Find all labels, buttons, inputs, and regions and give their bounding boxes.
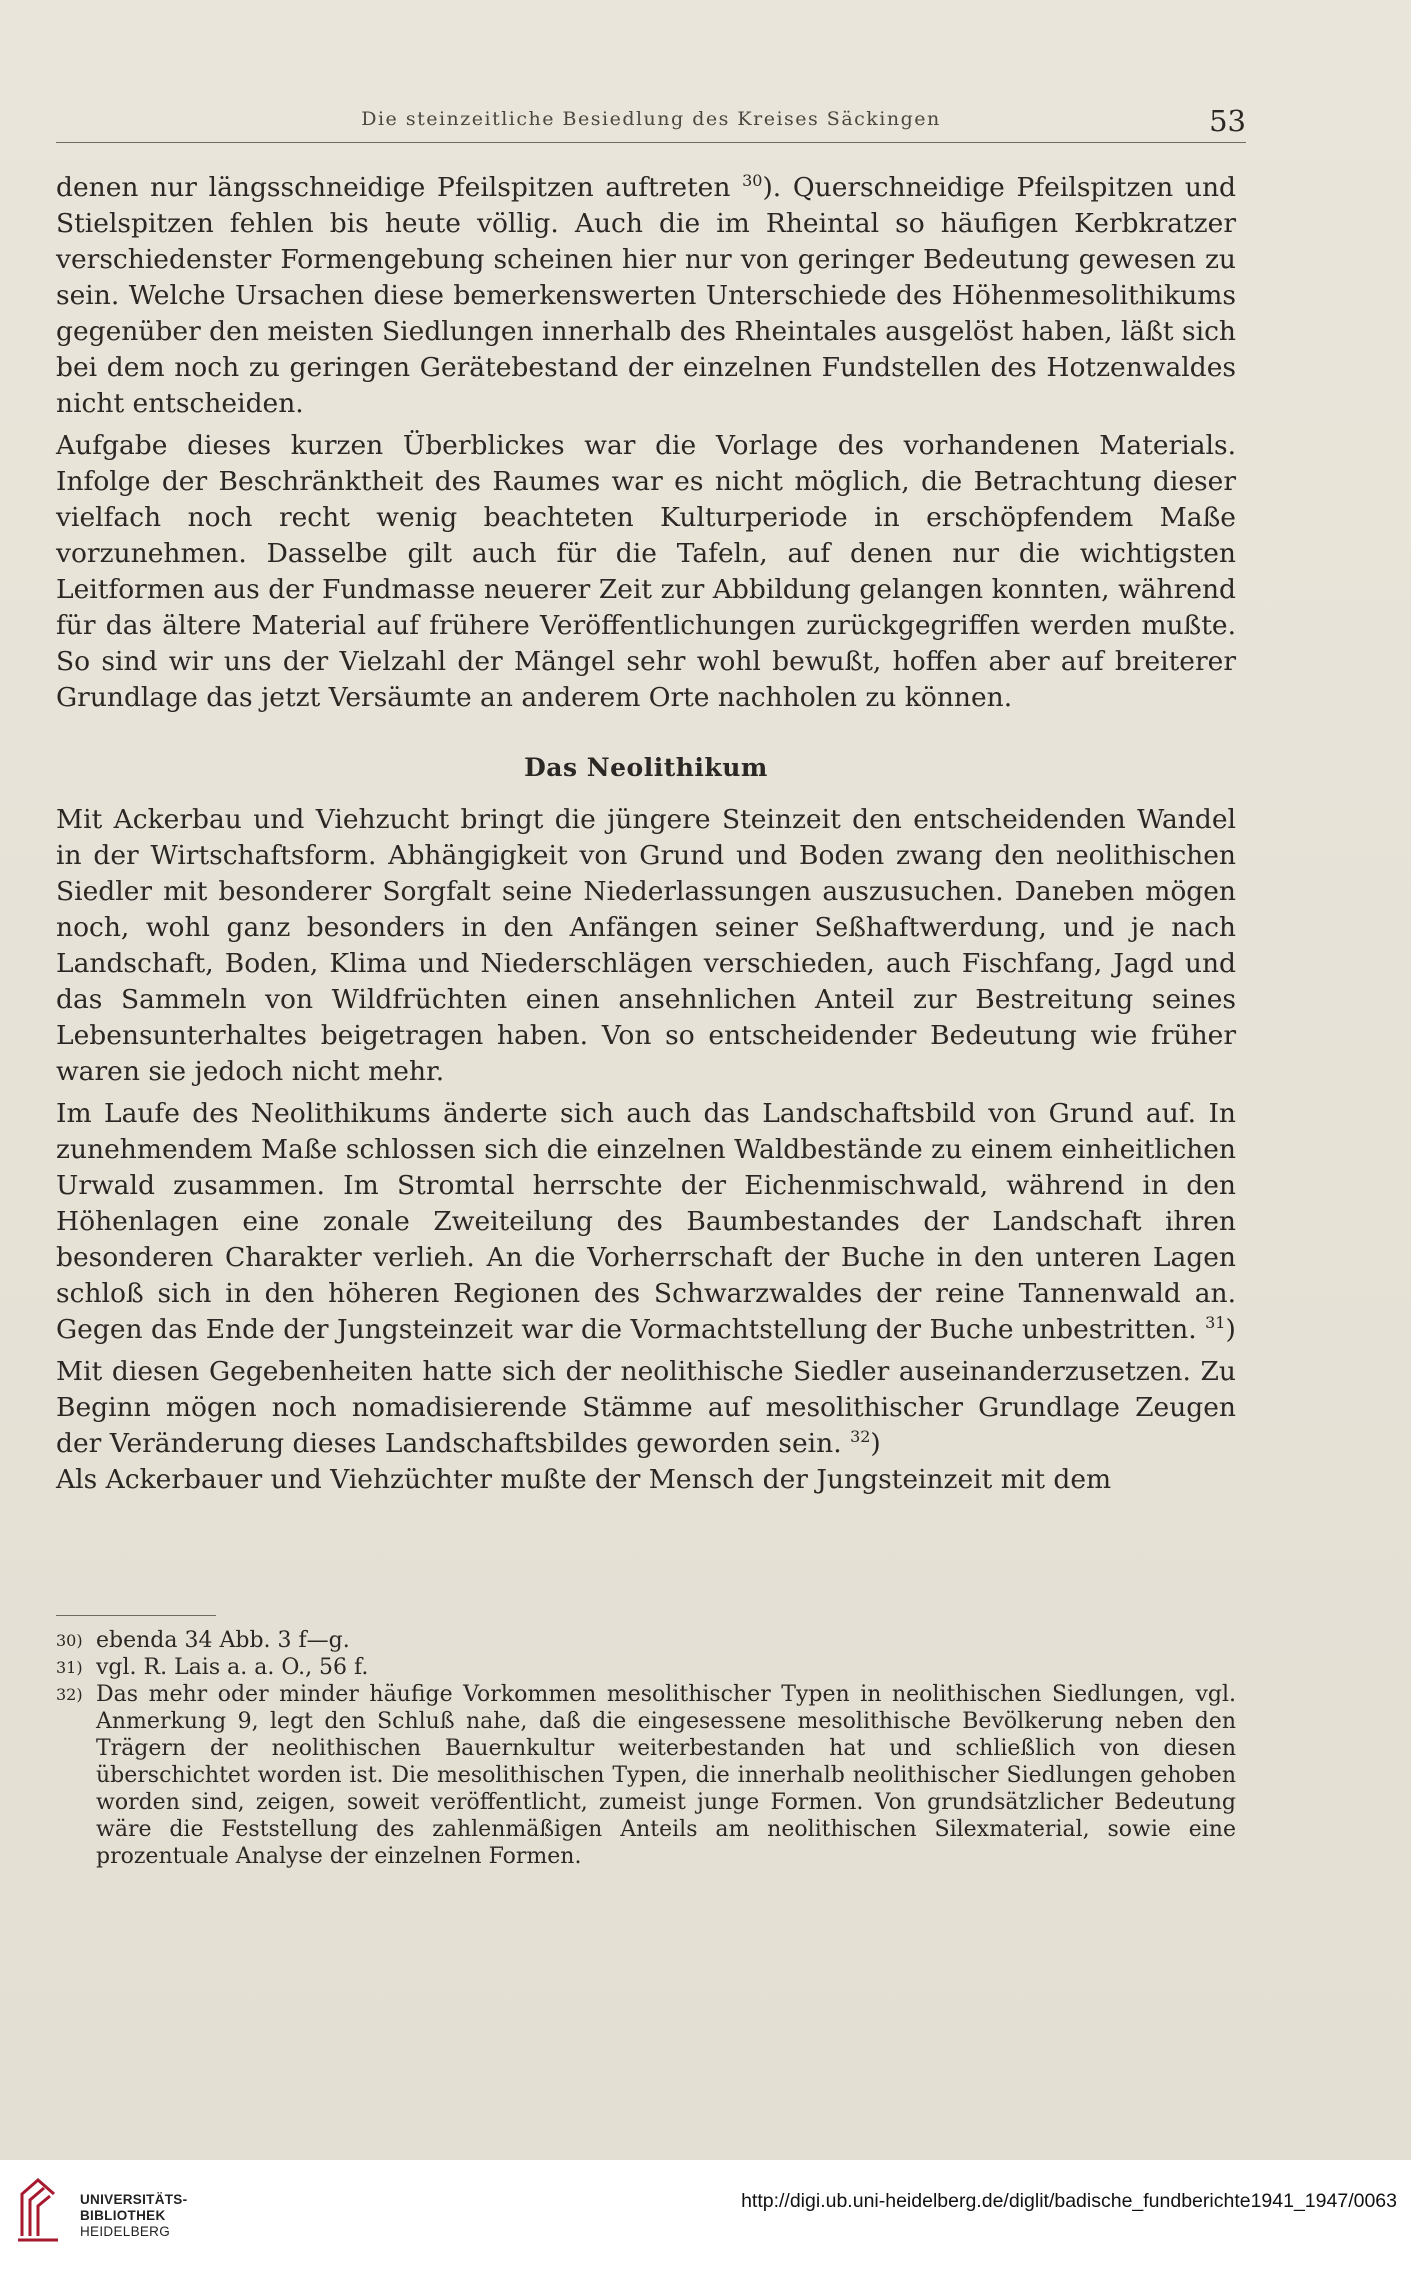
paragraph-3: Mit Ackerbau und Viehzucht bringt die jüngere Steinzeit den entscheidenden Wandel in der Wirtschaftsform. Abhängigkeit von Grund und Boden zwang den neolithischen Siedler mit besonderer Sorgfalt seine Niederlassungen auszusuchen. Daneben mögen noch, wohl ganz besonders in den Anfängen seiner Seßhaftwerdung, und je nach Landschaft, Boden, Klima und Niederschlägen verschieden, auch Fischfang, Jagd und das Sammeln von Wildfrüchten einen ansehnlichen Anteil zur Bestreitung seines Lebensunterhaltes beigetragen haben. Von so entscheidender Bedeutung wie früher waren sie jedoch nicht mehr. bbox=[56, 804, 1236, 1087]
footnote-text: ebenda 34 Abb. 3 f—g. bbox=[96, 1628, 350, 1653]
body-text bbox=[56, 170, 1236, 1504]
footnote bbox=[56, 1681, 1236, 1870]
library-footer bbox=[0, 2160, 1411, 2273]
footnote bbox=[56, 1627, 1236, 1654]
footnote bbox=[56, 1654, 1236, 1681]
paragraph-2: Aufgabe dieses kurzen Überblickes war die Vorlage des vorhandenen Materials. Infolge der Beschränktheit des Raumes war es nicht möglich, die Betrachtung dieser vielfach noch recht wenig beachteten Kulturperiode in erschöpfendem Maße vorzunehmen. Dasselbe gilt auch für die Tafeln, auf denen nur die wichtigsten Leitformen aus der Fundmasse neuerer Zeit zur Abbildung gelangen konnten, während für das ältere Material auf frühere Veröffentlichungen zurückgegriffen werden mußte. So sind wir uns der Vielzahl der Mängel sehr wohl bewußt, hoffen aber auf breiterer Grundlage das jetzt Versäumte an anderem Orte nachholen zu können. bbox=[56, 430, 1236, 713]
paragraph-4: Im Laufe des Neolithikums änderte sich auch das Landschaftsbild von Grund auf. In zunehmendem Maße schlossen sich die einzelnen Waldbestände zu einem einheitlichen Urwald zusammen. Im Stromtal herrschte der Eichenmischwald, während in den Höhenlagen eine zonale Zweiteilung des Baumbestandes der Landschaft ihren besonderen Charakter verlieh. An die Vorherrschaft der Buche in den unteren Lagen schloß sich in den höheren Regionen des Schwarzwaldes der reine Tannenwald an. Gegen das Ende der Jungsteinzeit war die Vormachtstellung der Buche unbestritten. $^{31}$) bbox=[56, 1098, 1236, 1345]
footnotes bbox=[56, 1627, 1236, 1870]
paragraph-5: Mit diesen Gegebenheiten hatte sich der neolithische Siedler auseinanderzusetzen. Zu Beginn mögen noch nomadisierende Stämme auf mesolithischer Grundlage Zeugen der Veränderung dieses Landschaftsbildes geworden sein. $^{32}$) bbox=[56, 1356, 1236, 1459]
footnote-text: Das mehr oder minder häufige Vorkommen mesolithischer Typen in neolithischen Siedlungen, vgl. Anmerkung 9, legt den Schluß nahe, daß die eingesessene mesolithische Bevölkerung neben den Trägern der neolithischen Bauernkultur weiterbestanden hat und schließlich von diesen überschichtet worden ist. Die mesolithischen Typen, die innerhalb neolithischer Siedlungen gehoben worden sind, zeigen, soweit veröffentlicht, zumeist junge Formen. Von grundsätzlicher Bedeutung wäre die Feststellung des zahlenmäßigen Anteils am neolithischen Silexmaterial, sowie eine prozentuale Analyse der einzelnen Formen. bbox=[96, 1682, 1236, 1869]
paragraph-6: Als Ackerbauer und Viehzüchter mußte der Mensch der Jungsteinzeit mit dem bbox=[56, 1464, 1112, 1495]
section-heading: Das Neolithikum bbox=[524, 753, 768, 782]
footnote-divider bbox=[56, 1615, 216, 1616]
library-name: UNIVERSITÄTS- BIBLIOTHEK HEIDELBERG bbox=[80, 2192, 188, 2239]
paragraph-1: denen nur längsschneidige Pfeilspitzen auftreten $^{30}$). Querschneidige Pfeilspitzen und Stielspitzen fehlen bis heute völlig. Auch die im Rheintal so häufigen Kerbkratzer verschiedenster Formengebung scheinen hier nur von geringer Bedeutung gewesen zu sein. Welche Ursachen diese bemerkenswerten Unterschiede des Höhenmesolithikums gegenüber den meisten Siedlungen innerhalb des Rheintales ausgelöst haben, läßt sich bei dem noch zu geringen Gerätebestand der einzelnen Fundstellen des Hotzenwaldes nicht entscheiden. bbox=[56, 171, 1236, 419]
footnote-mark: 32) bbox=[56, 1685, 83, 1704]
footnote-ref-30: 30 bbox=[742, 171, 763, 191]
footnote-text: vgl. R. Lais a. a. O., 56 f. bbox=[96, 1655, 369, 1680]
page-number: 53 bbox=[1209, 104, 1246, 138]
page-header bbox=[56, 106, 1246, 143]
running-title: Die steinzeitliche Besiedlung des Kreises Säckingen bbox=[361, 108, 941, 130]
source-url-link[interactable]: http://digi.ub.uni-heidelberg.de/diglit/badische_fundberichte1941_1947/0063 bbox=[741, 2190, 1397, 2212]
footnote-ref-31: 31 bbox=[1205, 1313, 1226, 1333]
library-logo-icon bbox=[14, 2174, 64, 2244]
footnote-ref-32: 32 bbox=[850, 1427, 871, 1447]
footnote-mark: 30) bbox=[56, 1631, 83, 1650]
footnote-mark: 31) bbox=[56, 1658, 83, 1677]
